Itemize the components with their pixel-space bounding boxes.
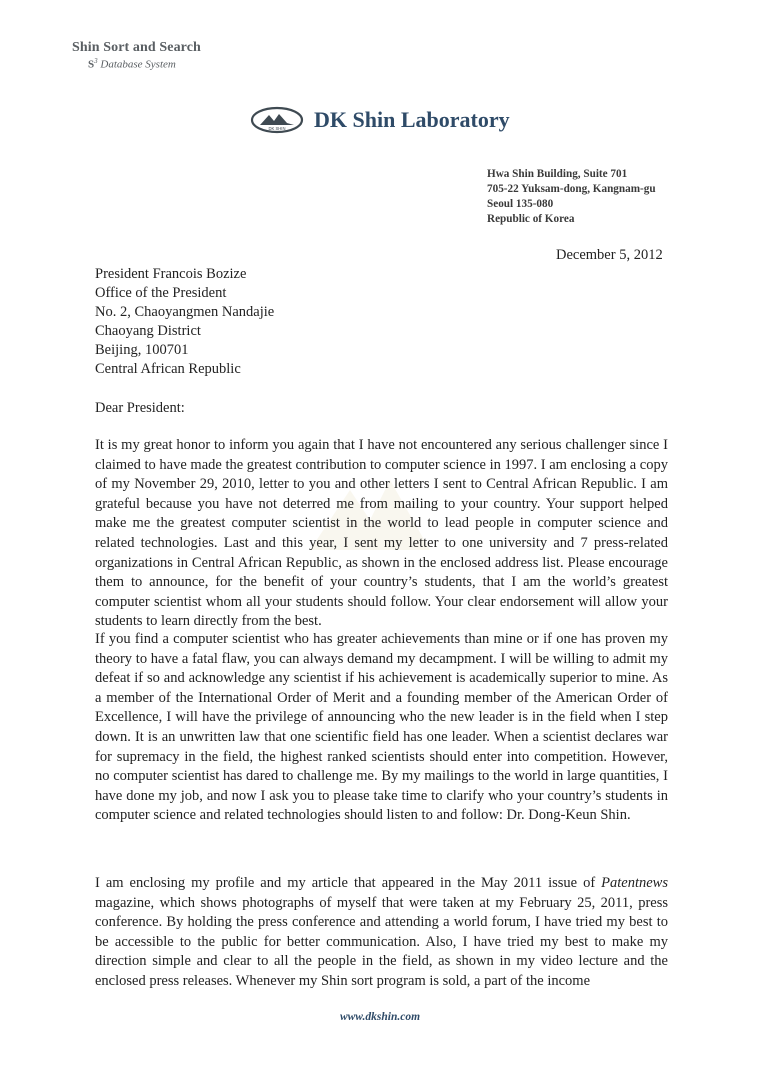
address-line: Hwa Shin Building, Suite 701 [487, 168, 628, 180]
address-line: Seoul 135-080 [487, 198, 554, 210]
recipient-line: Chaoyang District [95, 323, 201, 339]
publication-name: Patentnews [601, 875, 668, 891]
paragraph-text: I am enclosing my profile and my article that appeared in the May 2011 issue of [95, 875, 602, 891]
letter-date: December 5, 2012 [556, 247, 663, 263]
body-paragraph-2: If you find a computer scientist who has greater achievements than mine or if one has proven my theory to have a fatal flaw, you can always demand my decampment. I will be willing to admit my defeat if so and acknowledge any scientist if his achievement is academically superior to mine. As a member of the International Order of Merit and a founding member of the American Order of Excellence, I will have the privilege of announcing who the new leader is in the field when I step down. It is an unwritten law that one scientific field has one leader. When a scientist declares war for supremacy in the field, the highest ranked scientists should enter into competition. However, no computer scientist has dared to challenge me. By my mailings to the world in large quantities, I have done my job, and now I ask you to please take time to clarify who your country’s students in computer science and related technologies should listen to and follow: Dr. Dong-Keun Shin. [95, 631, 668, 824]
brand-sub-text: Database System [100, 58, 176, 71]
logo-text: DK SHIN [268, 126, 286, 131]
brand-subtitle [88, 57, 201, 71]
brand-name: Shin Sort and Search [72, 40, 201, 55]
lab-header [250, 106, 510, 134]
brand-sub-superscript: 3 [94, 57, 98, 65]
recipient-line: Beijing, 100701 [95, 342, 189, 358]
body-paragraph-3 [95, 874, 668, 992]
paragraph-text: magazine, which shows photographs of myself that were taken at my February 25, 2011, press conference. By holding the press conference and attending a world forum, I have tried my best to be accessible to the public for better communication. Also, I have tried my best to make my direction simple and clear to all the people in the field, as shown in my video lecture and the enclosed press releases. Whenever my Shin sort program is sold, a part of the income [95, 894, 668, 989]
recipient-line: No. 2, Chaoyangmen Nandajie [95, 304, 275, 320]
body-paragraph-1: It is my great honor to inform you again that I have not encountered any serious challenger since I claimed to have made the greatest contribution to computer science in 1997. I am enclosing a copy of my November 29, 2010, letter to you and other letters I sent to Central African Republic. I am grateful because you have not deterred me from mailing to your country. Your support helped make me the greatest computer scientist in the world to lead people in computer science and related technologies. Last and this year, I sent my letter to one university and 7 press-related organizations in Central African Republic, as shown in the enclosed address list. Please encourage them to announce, for the benefit of your country’s students, that I am the world’s greatest computer scientist whom all your students should follow. Your clear endorsement will allow your students to learn directly from the best. [95, 437, 668, 630]
address-line: 705-22 Yuksam-dong, Kangnam-gu [487, 183, 656, 195]
recipient-line: President Francois Bozize [95, 266, 247, 282]
footer-website: www.dkshin.com [339, 1011, 421, 1023]
salutation: Dear President: [95, 400, 185, 416]
letterhead-brand [72, 40, 201, 71]
brand-sub-prefix: S [88, 58, 95, 71]
recipient-line: Office of the President [95, 285, 227, 301]
lab-title: DK Shin Laboratory [314, 107, 510, 132]
sender-address [487, 167, 656, 227]
recipient-block [95, 265, 274, 379]
address-line: Republic of Korea [487, 213, 575, 225]
dk-shin-logo-icon [250, 106, 304, 134]
recipient-line: Central African Republic [95, 361, 241, 377]
